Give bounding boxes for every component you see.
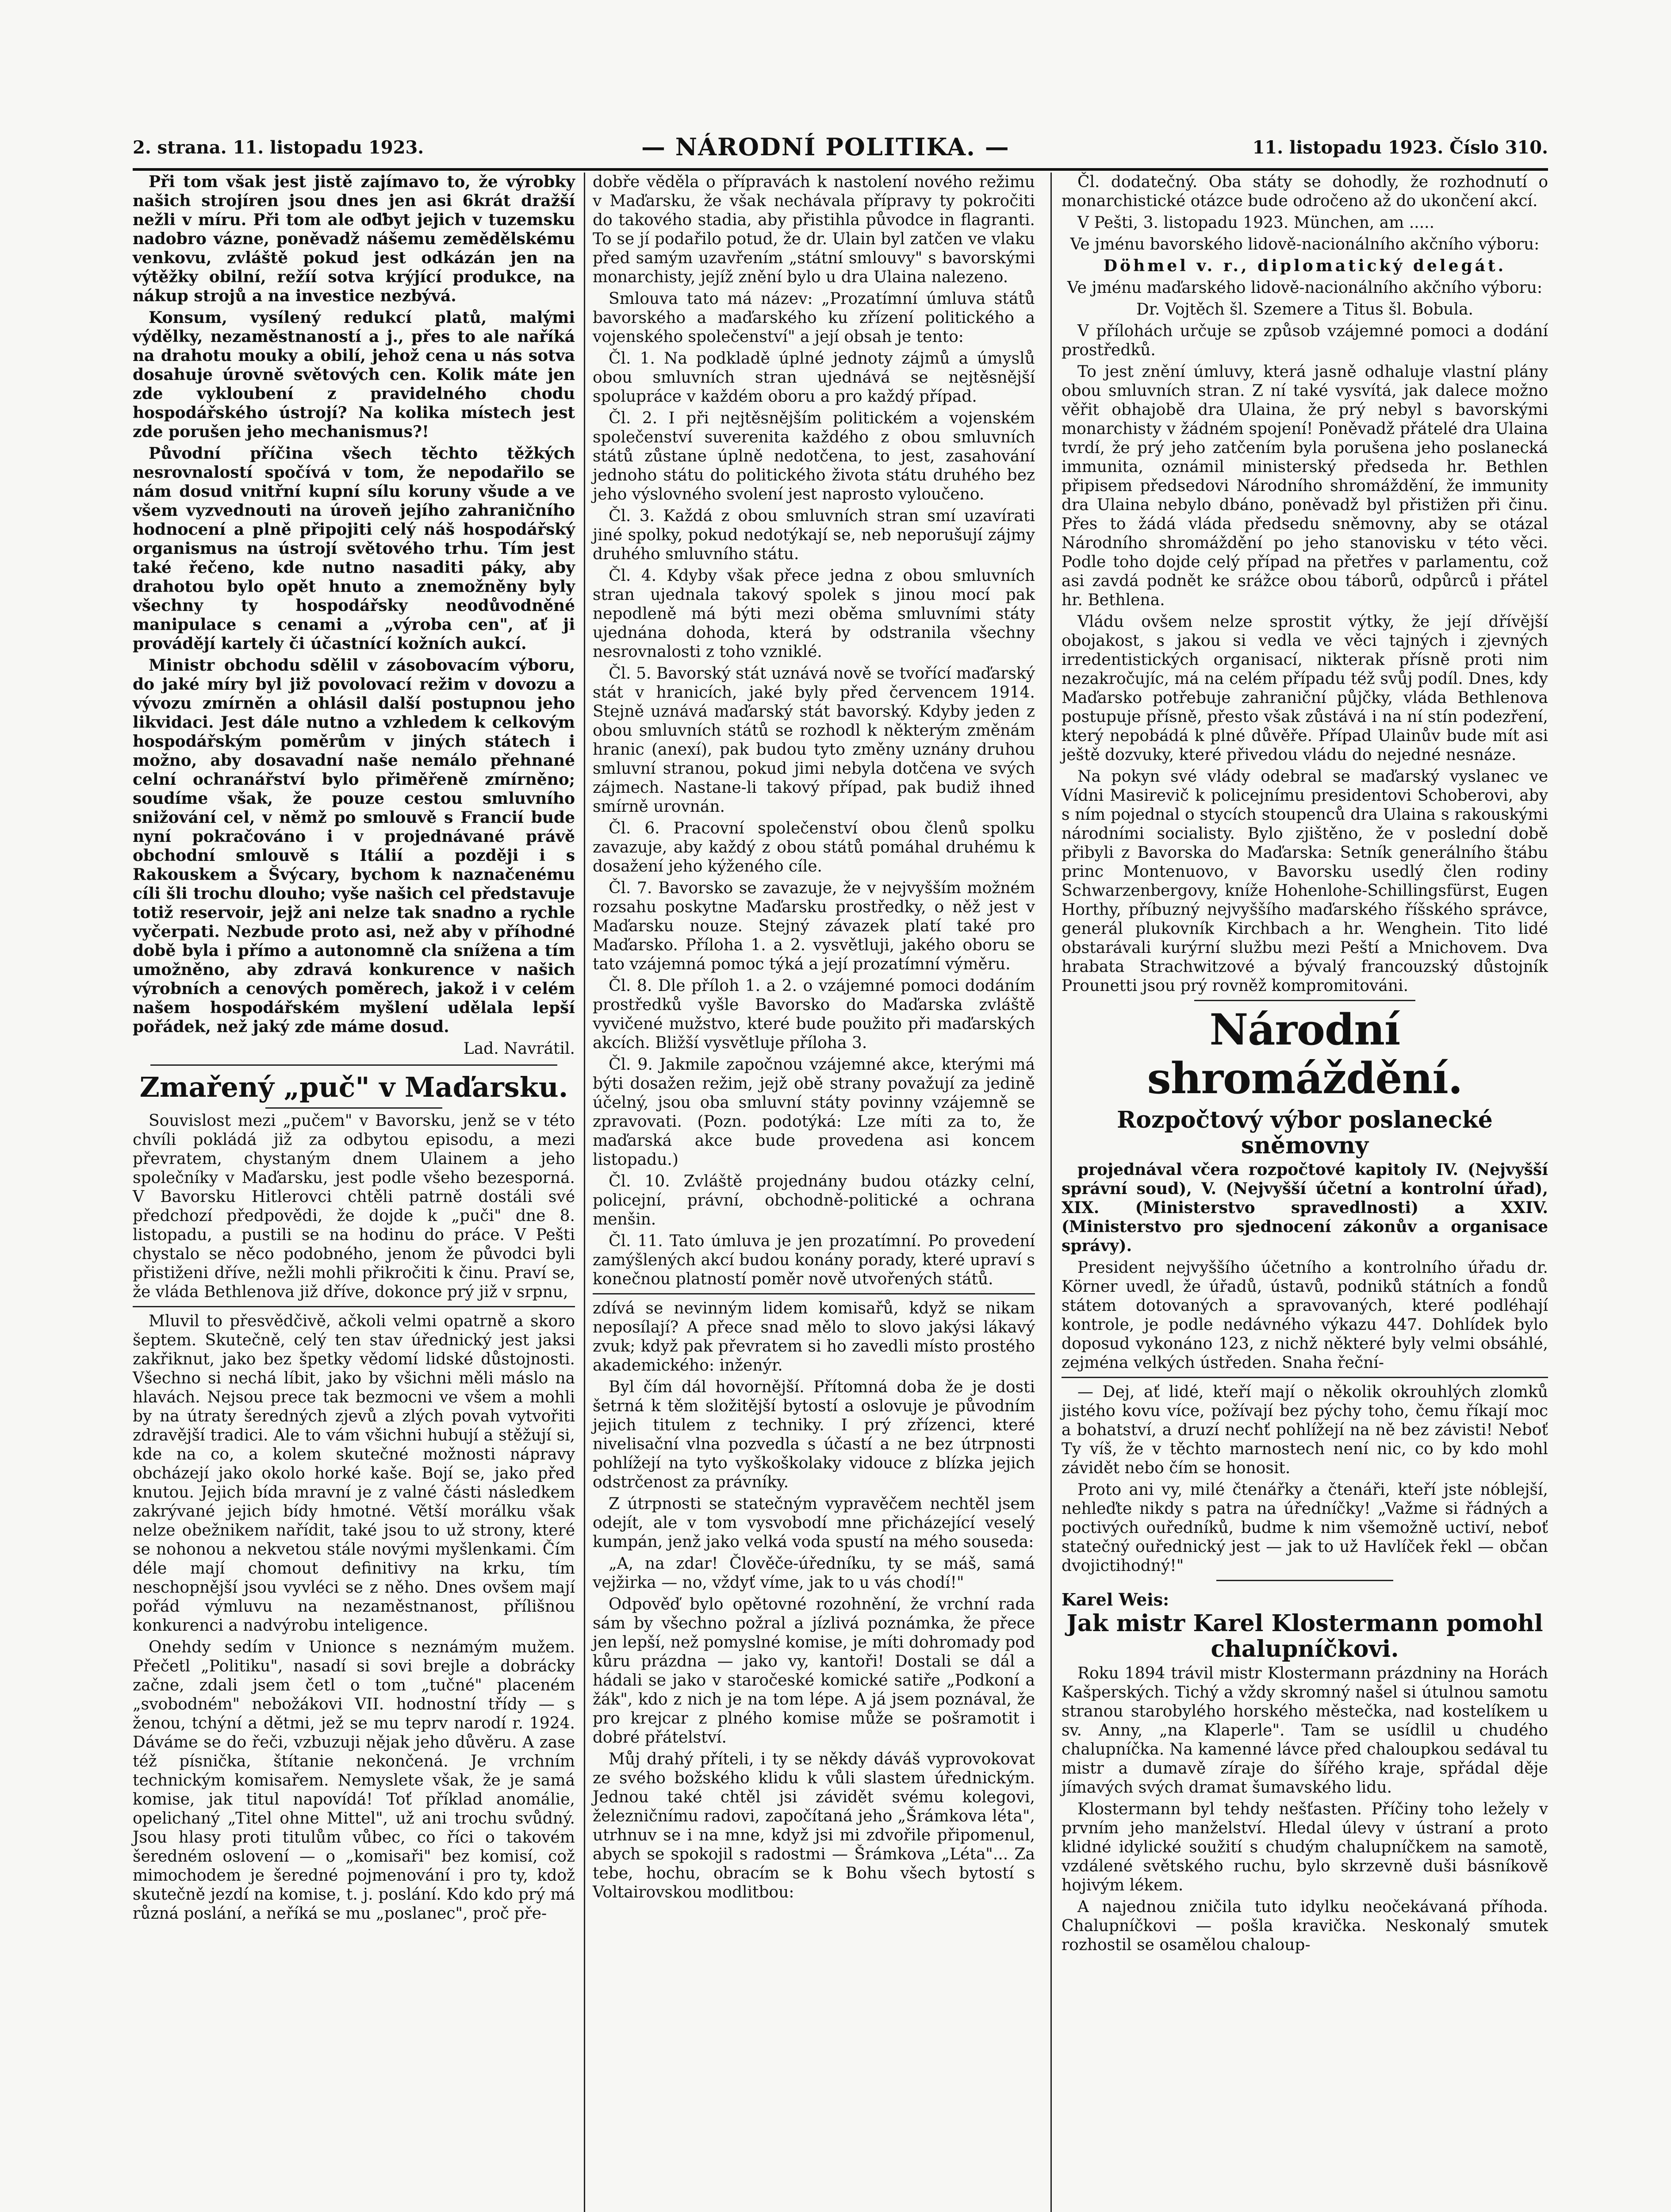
treaty-article: Čl. 9. Jakmile započnou vzájemné akce, kterými má býti dosažen režim, jejž obě strany považují za jedině účelný, jsou oba smluvní státy povinny vzájemně se zpravovati. (Pozn. podotýká: Lze míti za to, že maďarská akce bude provedena asi koncem listopadu.) [593,1056,1035,1169]
article-paragraph: A najednou zničila tuto idylku neočekávaná příhoda. Chalupníčkovi — pošla kravička. Neskonalý smutek rozhostil se osamělou chaloup- [1062,1898,1548,1954]
article-paragraph: dobře věděla o přípravách k nastolení nového režimu v Maďarsku, že však nechávala přípravy ty pokročiti do takového stadia, aby přistihla původce in flagranti. To se jí podařilo potud, že dr. Ulain byl zatčen ve vlaku před samým uzavřením „státní smlouvy" s bavorskými monarchisty, jejíž znění bylo u dra Ulaina nalezeno. [593,173,1035,286]
header-issue-right: 11. listopadu 1923. Číslo 310. [1252,137,1548,158]
article-paragraph: Na pokyn své vlády odebral se maďarský vyslanec ve Vídni Masirevič k policejnímu presidentovi Schoberovi, aby s ním pojednal o stycích stoupenců dra Ulaina s rakouskými národními socialisty. Bylo zjištěno, že v poslední době přibyli z Bavorska do Maďarska: Setník generálního štábu princ Montenuovo, v Bavorsku usedlý člen rodiny Schwarzenbergovy, kníže Hohenlohe-Schillingsfürst, Eugen Horthy, příbuzný nejvyššího maďarského říšského správce, generál plukovník Kirchbach a hr. Wenghein. Tito lidé obstarávali kurýrní službu mezi Peští a Mnichovem. Dva hrabata Strachwitzové a bývalý francouzský důstojník Prounetti jsou prý rovněž kompromitováni. [1062,768,1548,995]
article-paragraph: To jest znění úmluvy, která jasně odhaluje vlastní plány obou smluvních stran. Z ní také vysvítá, jak dalece možno věřit obhajobě dra Ulaina, že prý nebyl s bavorskými monarchisty v žádném spojení! Poněvadž přátelé dra Ulaina tvrdí, že prý jeho zatčením byla porušena jeho poslanecká immunita, oznámil ministerský předseda hr. Bethlen připisem předsedovi Národního shromáždění, že immunity dra Ulaina nebylo dbáno, poněvadž byl přistižen při činu. Přes to žádá vláda předsedu sněmovny, aby se otázal Národního shromáždění po jeho stanovisku v této věci. Podle toho dojde celý případ na přetřes v parlamentu, což asi zavdá podnět ke srážce obou táborů, odpůrců i přátel hr. Bethlena. [1062,363,1548,609]
column-divider [1050,173,1052,2212]
article-paragraph: projednával včera rozpočtové kapitoly IV. (Nejvyšší správní soud), V. (Nejvyšší účetní a kontrolní úřad), XIX. (Ministerstvo spravedlnosti) a XXIV. (Ministerstvo pro sjednocení zákonův a organisace správy). [1062,1160,1548,1255]
article-signature: Lad. Navrátil. [463,1040,575,1058]
treaty-article: Čl. 3. Každá z obou smluvních stran smí uzavírati jiné spolky, pokud nedotýkají se, neb neporušují zájmy druhého smluvního státu. [593,507,1035,563]
column-1 [133,173,575,1926]
feuilleton-paragraph: Proto ani vy, milé čtenářky a čtenáři, kteří jste nóblejší, nehleďte nikdy s patra na úředníčky! „Važme si řádných a poctivých ouředníků, budme k nim všemožně uctiví, neboť statečný ouřednický jest — jak to už Havlíček řekl — občan dvojictihodný!" [1062,1481,1548,1575]
dateline: V Pešti, 3. listopadu 1923. München, am ..... [1077,214,1435,232]
article-paragraph: President nejvyššího účetního a kontrolního úřadu dr. Körner uvedl, že úřadů, ústavů, podniků státních a fondů státem dotovaných a spravovaných, které podléhají kontrole, je podle nedávného výkazu 447. Dohlídek bylo doposud vykonáno 123, z nichž některé byly velmi obsáhlé, zejména velkých ústředen. Snaha řeční- [1062,1259,1548,1372]
article-title: Jak mistr Karel Klostermann pomohl chalupníčkovi. [1066,1610,1543,1663]
feuilleton-paragraph: Onehdy sedím v Unionce s neznámým mužem. Přečetl „Politiku", nasadí si sovi brejle a dobrácky začne, zdali jsem četl o tom „tučné" placeném „svobodném" nebožákovi VII. hodnostní třídy — s ženou, tchýní a dětmi, jež se mu teprv narodí r. 1924. Dáváme se do řeči, vzbuzuji nějak jeho důvěru. A zase též písnička, štítanie nekončená. Je vrchním technickým komisařem. Nemyslete však, že je samá komise, jak titul napovídá! Toť příklad anomálie, opelichaný „Titel ohne Mittel", už ani trochu svůdný. Jsou hlasy proti titulům vůbec, co říci o takovém šeredném oslovení — o „komisaři" bez komisí, což mimochodem je šeredné pojmenování i pro ty, kdož skutečně jezdí na komise, t. j. poslání. Kdo kdo prý má různá poslání, a neříká se mu „poslanec", proč pře- [133,1638,575,1923]
article-paragraph: Při tom však jest jistě zajímavo to, že výrobky našich strojíren jsou dnes jen asi 6krát dražší nežli v míru. Při tom ale oďbyt jejich v tuzemsku nadobro vázne, poněvadž nášemu zemědělskému venkovu, zvláště pokud jest odkázán jen na výtěžky obilní, režíí sotva krýjící produkce, na nákup strojů a na investice nezbývá. [133,173,575,305]
divider [150,1064,557,1066]
section-title: Národní shromáždění. [1147,1005,1463,1103]
header-rule [133,168,1548,171]
treaty-article: Čl. 1. Na podkladě úplné jednoty zájmů a úmyslů obou smluvních stran ujednává se nejtěsnější spolupráce v každém oboru a pro každý případ. [593,349,1035,406]
treaty-article: Čl. 4. Kdyby však přece jedna z obou smluvních stran ujednala takový spolek s jinou mocí pak nepodleně má býti mezi oběma smluvními státy ujednána dohoda, která by odstranila všechny nesrovnalosti z toho vzniklé. [593,567,1035,661]
treaty-article: Čl. 7. Bavorsko se zavazuje, že v nejvyšším možném rozsahu poskytne Maďarsku prostředky, o něž jest v Maďarsku nouze. Stejný závazek platí také pro Maďarsko. Příloha 1. a 2. vysvětluji, jakého oboru se tato vzájemná pomoc týká a její prozatímní výměru. [593,879,1035,973]
feuilleton-paragraph: „A, na zdar! Člověče-úředníku, ty se máš, samá vejžirka — no, vždyť víme, jak to u vás chodí!" [593,1555,1035,1592]
treaty-article: Čl. 10. Zvláště projednány budou otázky celní, policejní, právní, obchodně-politické a ochrana menšin. [593,1172,1035,1229]
feuilleton-paragraph: Odpověď bylo opětovné rozohnění, že vrchní rada sám by všechno požral a jízlivá poznámka, že přece jen lepší, než pomyslné komise, je míti dohromady pod kůru prázdna — jako vy, kantoři! Dostali se dál a hádali se jako v staročeské komické satiře „Podkoní a žák", kdo z nich je na tom lépe. A já jsem poznával, že pro krejcar z plného komise může se pošramotit i dobré přátelství. [593,1595,1035,1747]
divider [133,1306,575,1307]
divider [1062,1377,1548,1378]
divider [1216,1580,1393,1581]
header-date-left: 2. strana. 11. listopadu 1923. [133,137,424,158]
article-paragraph: Klostermann byl tehdy nešťasten. Příčiny toho ležely v prvním jeho manželství. Hledal úlevy v ústraní a proto klidné idylické soužití s chudým chalupníčkem na samotě, vzdálené světského ruchu, bylo skrzevně duši básníkově hojivým lékem. [1062,1800,1548,1894]
treaty-article: Čl. 2. I při nejtěsnějším politickém a vojenském společenství suverenita každého z obou smluvních států zůstane úplně nedotčena, to jest, zasahování jednoho státu do politického života státu druhého bez jeho výslovného svolení jest naprosto vyloučeno. [593,409,1035,503]
treaty-article: Čl. 6. Pracovní společenství obou členů spolku zavazuje, aby každý z obou států pomáhal druhému k dosažení jeho kýženého cíle. [593,819,1035,876]
divider [265,1107,442,1109]
article-paragraph: Souvislost mezi „pučem" v Bavorsku, jenž se v této chvíli pokládá již za odbytou episodu, a mezi převratem, chystaným dnem Ulainem a jeho společníky v Maďarsku, jest podle všeho bezesporná. V Bavorsku Hitlerovci chtěli patrně dostáli své předchozí předpovědi, že dojde k „puči" dne 8. listopadu, a pustili se na hodinu do práce. V Pešti chystalo se něco podobného, jenom že původci byli přistiženi dříve, nežli mohli přikročiti k činu. Praví se, že vláda Bethlenova již dříve, dokonce prý již v srpnu, [133,1112,575,1301]
signature-name: Dr. Vojtěch šl. Szemere a Titus šl. Bobula. [1136,300,1473,319]
article-title: Zmařený „puč" v Maďarsku. [139,1071,568,1103]
feuilleton-paragraph: zdívá se nevinným lidem komisařů, když se nikam neposílají? A přece snad mělo to slovo jakýsi lákavý zvuk; když pak převratem si ho zavedli místo prostého akademického: inženýr. [593,1299,1035,1375]
treaty-article: Čl. 5. Bavorský stát uznává nově se tvořící maďarský stát v hranicích, jaké byly před červencem 1914. Stejně uznává maďarský stát bavorský. Kdyby jeden z obou smluvních států se rozhodl k některým změnám hranic (anexí), pak budou tyto změny uznány druhou smluvní stranou, pokud jimi nebyla dotčena ve svých zájmech. Nastane-li takový případ, pak budiž ihned smírně urovnán. [593,664,1035,816]
column-3 [1062,173,1548,1957]
treaty-article: Čl. 8. Dle příloh 1. a 2. o vzájemné pomoci dodáním prostředků vyšle Bavorsko do Maďarska zvláště vyvičené mužstvo, které bude použito při maďarských akcích. Bližší vysvětluje příloha 3. [593,977,1035,1052]
feuilleton-paragraph: Mluvil to přesvědčivě, ačkoli velmi opatrně a skoro šeptem. Skutečně, celý ten stav úřednický jest jaksi zakřiknut, jako bez špetky vědomí lidské důstojnosti. Všechno si nechá líbit, jako by všichni měli máslo na hlavách. Nejsou prece tak bezmocni ve všem a mohli by na útraty šeredných zjevů a zlých povah vytvořiti zdravější tradici. Ale to vám všichni hubují a stěžují si, kde na co, a kolem skutečné možnosti nápravy obcházejí jako okolo horké kaše. Bojí se, jako před knutou. Jejich bída mravní je z valné části následkem zakrývané jejich bídy hmotné. Větší morálku však nelze obežnikem nařídit, také jsou to už strony, které se nohonou a nekvetou stále novými myšlenkami. Čím déle mají chomout definitivy na krku, tím neschopnější jsou vyvléci se z něho. Dnes ovšem mají pořád výmluvu na nezaměstnanost, přílišnou konkurenci a nadvýrobu inteligence. [133,1312,575,1635]
signature-heading: Ve jménu bavorského lidově-nacionálního akčního výboru: [1070,235,1540,253]
feuilleton-paragraph: Můj drahý příteli, i ty se někdy dáváš vyprovokovat ze svého božského klidu k vůli slastem úřednickým. Jednou také chtěl jsi závidět svému kolegovi, železničnímu radovi, započítaná jeho „Šrámkova léta", utrhnuv se i na mne, když jsi mi zdvořile připomenul, abych se spokojil s radostmi — Šrámkova „Léta"... Za tebe, hochu, obracím se k Bohu všech bytostí s Voltairovskou modlitbou: [593,1750,1035,1901]
masthead-title: — NÁRODNÍ POLITIKA. — [641,133,1010,161]
page-header [133,133,1548,168]
column-2 [593,173,1035,1905]
treaty-article: Čl. 11. Tato úmluva je jen prozatímní. Po provedení zamýšlených akcí budou konány porady, které upraví s konečnou platností poměr nově utvořených států. [593,1232,1035,1288]
article-paragraph: Čl. dodatečný. Oba státy se dohodly, že rozhodnutí o monarchistické otázce bude odročeno až do ukončení akcí. [1062,173,1548,210]
article-paragraph: Vládu ovšem nelze sprostit výtky, že její dřívější obojakost, s jakou si vedla ve věci tajných i zjevných irredentistických organisací, nikterak přísně proti nim nezakročujíc, má na celém případu též svůj podíl. Dnes, kdy Maďarsko potřebuje zahraniční půjčky, vláda Bethlenova postupuje přísně, přesto však zůstává i na ní stín podezření, který nepobádá k plné důvěře. Případ Ulainův bude mít asi ještě dozvuky, které přivedou vládu do nejedné nesnáze. [1062,613,1548,764]
divider [593,1293,1035,1294]
article-paragraph: Ministr obchodu sdělil v zásobovacím výboru, do jaké míry byl již povolovací režim v dovozu a vývozu zmírněn a ohlásil další postupnou jeho likvidaci. Jest dále nutno a vzhledem k celkovým hospodářským poměrům v jiných státech i možno, aby dosavadní naše nemálo přehnané celní ochranářství bylo přiměřeně zmírněno; soudíme však, že pouze cestou smluvního snižování cel, v němž po smlouvě s Francií bude nyní pokračováno i v projednávané právě obchodní smlouvě s Itálií a později i s Rakouskem a Švýcary, bychom k naznačenému cíli šli trochu dlouho; vyše našich cel představuje totiž reservoir, jejž ani nelze tak snadno a rychle vyčerpati. Nezbude proto asi, než aby v příhodné době byla i přímo a autonomně cla snížena a tím umožněno, aby zdravá konkurence v našich výrobních a cenových poměrech, jakož i v celém našem hospodářském myšlení udělala lepší pořádek, než jaký zde máme dosud. [133,656,575,1036]
article-author: Karel Weis: [1062,1590,1169,1609]
article-paragraph: Původní příčina všech těchto těžkých nesrovnalostí spočívá v tom, že nepodařilo se nám dosud vnitřní kupní sílu koruny všude a ve všem vyzvednouti na úroveň jejího zahraničního hodnocení a plně připojiti celý náš hospodářský organismus na ústrojí světového trhu. Tím jest také řečeno, kde nutno nasaditi páky, aby drahotou bylo opět hnuto a znemožněny byly všechny ty hospodářsky neodůvodněné manipulace s cenami a „výroba cen", ať ji provádějí kartely či účastnící kožních aukcí. [133,444,575,653]
signature-heading: Ve jménu maďarského lidově-nacionálního akčního výboru: [1067,279,1543,297]
feuilleton-paragraph: Byl čím dál hovornější. Přítomná doba že je dosti šetrná k těm složitější bytostí a oslovuje je původním jejich titulem z techniky. I prý zřízenci, které nivelisační vlna pozvedla s účastí a ne bez útrpnosti pohlížejí na tyto vyškoškolaky vidouce z blízka jejich odstrčenost za právníky. [593,1378,1035,1491]
article-paragraph: Roku 1894 trávil mistr Klostermann prázdniny na Horách Kašperských. Tichý a vždy skromný našel si útulnou samotu stranou starobylého horského městečka, nad kostelíkem u sv. Anny, „na Klaperle". Tam se usídlil u chudého chalupníčka. Na kamenné lávce před chaloupkou sedával tu mistr a dumavě zíraje do šířého kraje, spřádal děje jímavých svých dramat šumavského lidu. [1062,1664,1548,1797]
article-paragraph: V přílohách určuje se způsob vzájemné pomoci a dodání prostředků. [1062,322,1548,359]
column-divider [584,173,585,2212]
divider [1194,1000,1415,1001]
section-subtitle: Rozpočtový výbor poslanecké sněmovny [1117,1106,1493,1159]
signature-name: Döhmel v. r., diplomatický delegát. [1103,257,1506,275]
article-paragraph: Konsum, vysílený redukcí platů, malými výdělky, nezaměstnaností a j., přes to ale naříká na drahotu mouky a obilí, jehož cena u nás sotva dosahuje úrovně světových cen. Kolik máte jen zde vykloubení z pravidelného chodu hospodářského ústrojí? Na kolika místech jest zde porušen jeho mechanismus?! [133,308,575,441]
feuilleton-paragraph: Z útrpnosti se statečným vypravěčem nechtěl jsem odejít, ale v tom vysvobodí mne přicházející veselý kumpán, jenž jako velká voda spustí na mého souseda: [593,1495,1035,1551]
article-paragraph: Smlouva tato má název: „Prozatímní úmluva států bavorského a maďarského ku zřízení politického a vojenského společenství" a její obsah je tento: [593,290,1035,346]
feuilleton-paragraph: — Dej, ať lidé, kteří mají o několik okrouhlých zlomků jistého kovu více, požívají bez pýchy toho, čemu říkají moc a bohatství, a druzí nechť pohlížejí na ně bez závisti! Neboť Ty víš, že v těchto marnostech není nic, co by kdo mohl závidět nebo čím se honosit. [1062,1383,1548,1477]
